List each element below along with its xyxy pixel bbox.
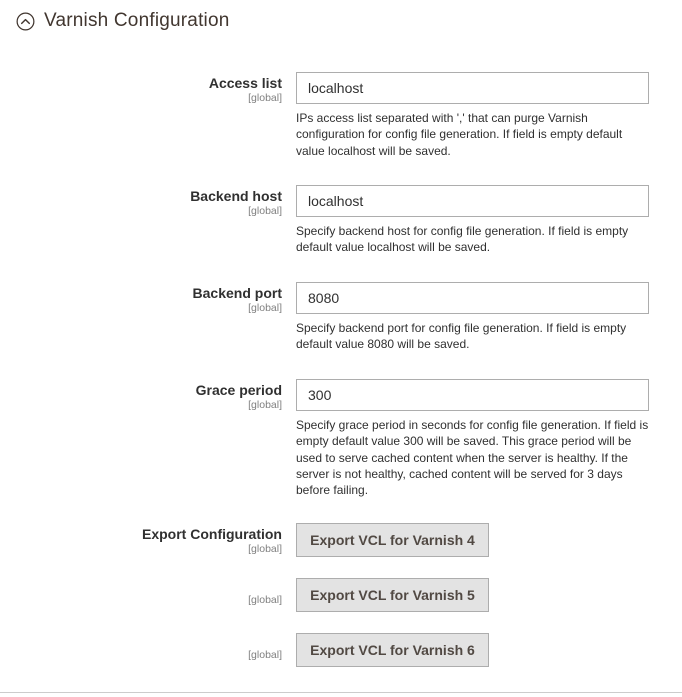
field-label-grace-period <box>2 381 282 412</box>
label-export-configuration: Export Configuration <box>142 526 282 542</box>
scope-backend-port: [global] <box>248 302 282 314</box>
collapse-circle-up-icon[interactable] <box>16 12 35 31</box>
field-label-export-varnish-6 <box>2 649 282 662</box>
backend-host-input[interactable] <box>296 185 649 217</box>
label-backend-host: Backend host <box>190 188 282 204</box>
label-access-list: Access list <box>208 75 282 91</box>
scope-export-configuration: [global] <box>248 543 282 555</box>
label-grace-period: Grace period <box>195 382 282 398</box>
field-label-export-varnish-5 <box>2 594 282 607</box>
scope-backend-host: [global] <box>248 205 282 217</box>
field-label-backend-port <box>2 284 282 315</box>
export-vcl-varnish-5-button[interactable]: Export VCL for Varnish 5 <box>296 578 489 612</box>
export-vcl-varnish-4-button[interactable]: Export VCL for Varnish 4 <box>296 523 489 557</box>
section-divider <box>0 692 682 693</box>
scope-grace-period: [global] <box>248 399 282 411</box>
scope-export-varnish-6: [global] <box>248 649 282 661</box>
note-access-list: IPs access list separated with ',' that can purge Varnish configuration for config file generation. If field is empty default value localhost will be saved. <box>296 111 623 158</box>
field-label-export-configuration <box>2 525 282 556</box>
backend-port-input[interactable] <box>296 282 649 314</box>
access-list-input[interactable] <box>296 72 649 104</box>
export-vcl-varnish-6-button[interactable]: Export VCL for Varnish 6 <box>296 633 489 667</box>
section-title: Varnish Configuration <box>44 10 230 31</box>
grace-period-input[interactable] <box>296 379 649 411</box>
scope-access-list: [global] <box>248 92 282 104</box>
note-grace-period: Specify grace period in seconds for config file generation. If field is empty default value 300 will be saved. This grace period will be used to serve cached content when the server is healthy. If the server is not healthy, cached content will be served for 3 days before failing. <box>296 418 649 498</box>
label-backend-port: Backend port <box>192 285 282 301</box>
note-backend-host: Specify backend host for config file generation. If field is empty default value localhost will be saved. <box>296 224 629 255</box>
field-label-backend-host <box>2 187 282 218</box>
note-backend-port: Specify backend port for config file generation. If field is empty default value 8080 will be saved. <box>296 321 627 352</box>
scope-export-varnish-5: [global] <box>248 594 282 606</box>
field-label-access-list <box>2 74 282 105</box>
section-header-varnish[interactable] <box>16 8 230 34</box>
